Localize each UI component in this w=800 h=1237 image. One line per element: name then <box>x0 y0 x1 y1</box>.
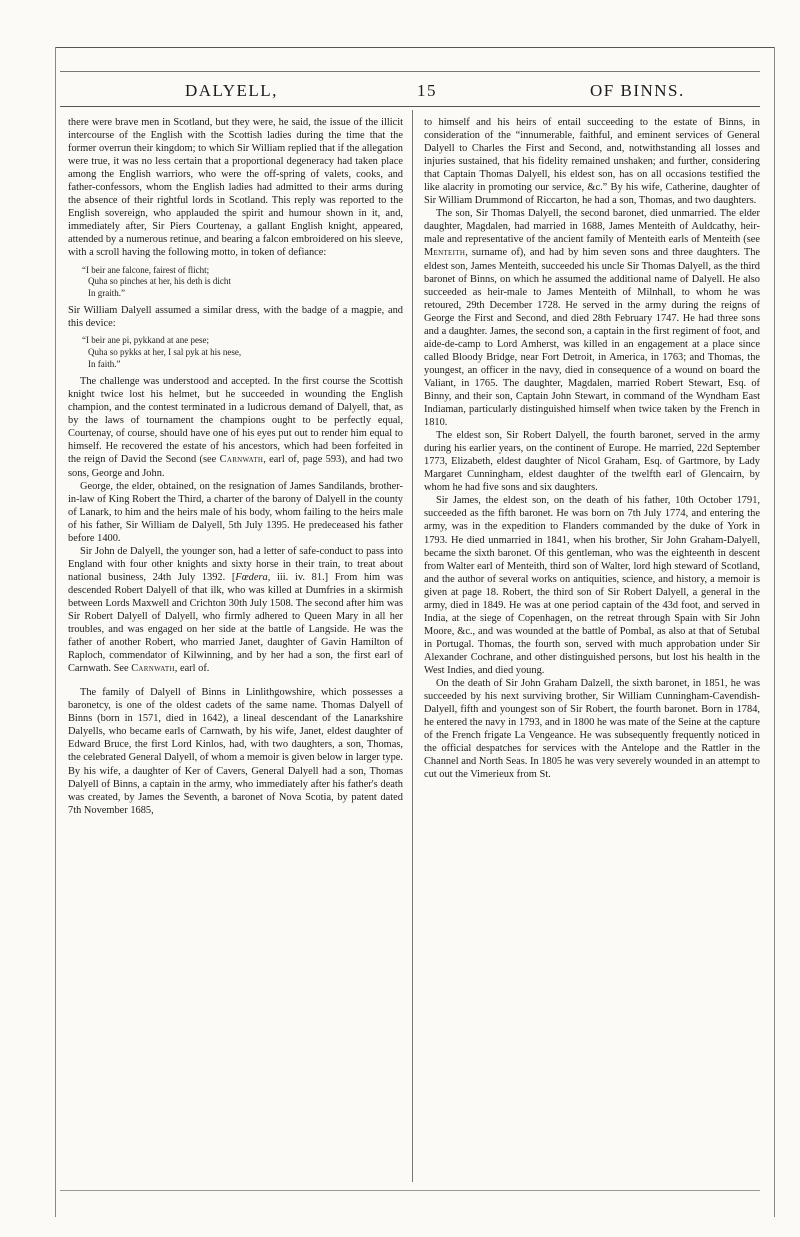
paragraph: to himself and his heirs of entail succeeding to the estate of Binns, in consideration of the “innumerable, faithful, and eminent services of General Dalyell to Charles the First and Second, and, notwithstanding all losses and injuries sustained, that his fidelity remained unshaken; and further, considering that Captain Thomas Dalyell, his eldest son, has on all occasions testified the like alacrity in promoting our service, &c.” By his wife, Catherine, daughter of Sir William Drummond of Riccarton, he had a son, Thomas, and two daughters. <box>424 117 760 207</box>
paragraph: there were brave men in Scotland, but they were, he said, the issue of the illicit intercourse of the English with the Scottish ladies during the time that the former overrun their kingdom; to which Sir William replied that if the allegation were true, it was no less certain that a proportional degeneracy had taken place among the English warriors, who were the off-spring of valets, cooks, and father-confessors, whom the English ladies had admitted to their arms during the absence of their rightful lords in Scotland. This reply was reported to the English sovereign, who applauded the spirit and humour shown in it, and, immediately after, Sir Piers Courtenay, a gallant English knight, appeared, attended by a numerous retinue, and bearing a falcon embroidered on his sleeve, with a scroll having the following motto, in token of defiance: <box>68 117 403 259</box>
column-divider <box>412 110 413 1182</box>
paragraph: Sir James, the eldest son, on the death of his father, 10th October 1791, succeeded as the fifth baronet. He was born on 7th July 1774, and entering the army, was in the expedition to Flanders commanded by the duke of York in 1793. He died unmarried in 1841, when his brother, Sir John Graham-Dalyell, became the sixth baronet. Of this gentleman, who was the eighteenth in descent from Walter earl of Menteith, third son of Walter, lord high steward of Scotland, and the author of several works on antiquities, science, and history, a memoir is given at page 18. Robert, the third son of Sir Robert Dalyell, a general in the army, died in 1849. He was at one period captain of the 43d foot, and served in India, at the siege of Copenhagen, on the retreat through Spain with Sir John Moore, &c., and was wounded at the battle of Pombal, as also at that of Setubal in Portugal. Thomas, the fourth son, served with much approbation under Sir Alexander Cochrane, and other distinguished persons, but lost his health in the West Indies, and died young. <box>424 495 760 676</box>
running-header <box>60 81 750 105</box>
paragraph: The eldest son, Sir Robert Dalyell, the fourth baronet, served in the army during his earlier years, on the continent of Europe. He married, 22d September 1773, Elizabeth, eldest daughter of Nicol Graham, Esq. of Gartmore, by Lady Margaret Cunningham, eldest daughter of the twelfth earl of Glencairn, by whom he had five sons and six daughters. <box>424 430 760 494</box>
text-run: , surname of), and had by him seven sons and three daughters. The eldest son, James Menteith, succeeded his uncle Sir Thomas Dalyell, as the third baronet of Binns, on which he assumed the additional name of Dalyell. He also succeeded as heir-male to James Menteith of Milnhall, to whom he was retoured, 29th December 1728. He served in the army during the reigns of George the First and Second, and died 28th February 1747. He had three sons and a daughter. James, the second son, a captain in the first regiment of foot, and aide-de-camp to Lord Amherst, was killed in an engagement at a place since called Bloody Bridge, near Fort Detroit, in America, in 1763; and Thomas, the youngest, an officer in the navy, died in consequence of a wound on board the Valiant, in 1765. The daughter, Magdalen, married Robert Stewart, Esq. of Binny, and their son, Captain John Stewart, in command of the Wyndham East Indiaman, particularly distinguished himself when twice taken by the French in 1810. <box>424 247 760 429</box>
text-run: The son, Sir Thomas Dalyell, the second baronet, died unmarried. The elder daughter, Magdalen, had married in 1688, James Menteith of Auldcathy, heir-male and representative of the ancient family of Menteith earls of Menteith (see <box>424 208 760 246</box>
citation-title: Fœdera <box>235 571 268 583</box>
paragraph <box>68 545 403 675</box>
falcon-motto-verse <box>82 265 403 300</box>
verse-line: Quha so pykks at her, I sal pyk at his nese, <box>88 346 242 357</box>
border-left-rule <box>55 47 56 1217</box>
text-run: The challenge was understood and accepted. In the first course the Scottish knight twice lost his helmet, but he succeeded in wounding the English champion, and the contest terminated in a ludicrous demand of Dalyell, that, as by the laws of tournament the champions ought to be perfectly equal, Courtenay, of course, should have one of his eyes put out to render him equal to himself. He recovered the estate of his ancestors, which had been forfeited in the reign of David the Second (see <box>68 376 403 466</box>
cross-reference: Carnwath <box>131 663 175 675</box>
page-number: 15 <box>417 81 437 100</box>
cross-reference: Carnwath <box>219 454 264 466</box>
verse-line: “I beir ane pi, pykkand at ane pese; <box>82 335 209 346</box>
magpie-device-verse <box>82 335 403 370</box>
paragraph <box>424 207 760 429</box>
paragraph <box>68 375 403 479</box>
border-right-rule <box>774 47 775 1217</box>
running-head-left: DALYELL, <box>185 81 278 100</box>
verse-line: In graith.” <box>88 287 125 298</box>
paragraph: The family of Dalyell of Binns in Linlithgowshire, which possesses a baronetcy, is one of the oldest cadets of the same name. Thomas Dalyell of Binns (born in 1571, died in 1642), a lineal descendant of the Lanarkshire Dalyells, who became earls of Carnwath, by his wife, Janet, eldest daughter of Edward Bruce, the first Lord Kinlos, had, with two daughters, a son, Thomas, the celebrated General Dalyell, of whom a memoir is given below in larger type. By his wife, a daughter of Ker of Cavers, General Dalyell had a son, Thomas Dalyell of Binns, a captain in the army, who immediately after his father's death was created, by James the Seventh, a baronet of Nova Scotia, by patent dated 7th November 1685, <box>68 687 403 816</box>
header-rule-lower <box>60 106 760 107</box>
verse-line: “I beir ane falcone, fairest of flicht; <box>82 264 210 275</box>
cross-reference: Menteith <box>424 247 466 259</box>
text-run: , earl of. <box>174 663 210 675</box>
verse-line: Quha so pinches at her, his deth is dicht <box>88 276 231 287</box>
paragraph: George, the elder, obtained, on the resignation of James Sandilands, brother-in-law of King Robert the Third, a charter of the barony of Dalyell in the county of Lanark, to him and the heirs male of his body, whom failing to the heirs male of his father, Sir William de Dalyell, 5th July 1395. He predeceased his father before 1400. <box>68 480 403 544</box>
footer-rule <box>60 1190 760 1191</box>
paragraph: Sir William Dalyell assumed a similar dress, with the badge of a magpie, and this device: <box>68 305 403 330</box>
border-top-rule <box>55 47 775 48</box>
text-run: , earl of, page 593), and had two sons, George and John. <box>68 454 403 479</box>
verse-line: In faith.” <box>88 358 121 369</box>
running-head-right: OF BINNS. <box>590 81 685 100</box>
text-run: Sir John de Dalyell, the younger son, had a letter of safe-conduct to pass into England with four other knights and sixty horse in their train, to treat about national business, 24th July 1392. [ <box>68 545 403 583</box>
text-run: , iii. iv. 81.] From him was descended Robert Dalyell of that ilk, who was killed at Dumfries in a skirmish between Lords Maxwell and Crichton 30th July 1508. The second after him was Sir Robert Dalyell of Dalyell, who firmly adhered to Queen Mary in all her troubles, and was engaged on her side at the battle of Langside. He was the father of another Robert, who married Janet, daughter of Gavin Hamilton of Raploch, commendator of Kilwinning, and by her had a son, the first earl of Carnwath. See <box>68 571 403 675</box>
paragraph: On the death of Sir John Graham Dalzell, the sixth baronet, in 1851, he was succeeded by his next surviving brother, Sir William Cunningham-Cavendish-Dalyell, fifth and youngest son of Sir Robert, the fourth baronet. Born in 1784, he entered the navy in 1793, and in 1800 he was mate of the Seine at the capture of the French frigate La Vengeance. He was subsequently frequently noticed in the official despatches for services with the Antelope and the Rattler in the Channel and North Seas. In 1805 he was very severely wounded in an attempt to cut out the Vimerieux from St. <box>424 678 760 781</box>
right-column <box>424 116 760 781</box>
left-column <box>68 116 403 817</box>
header-rule-upper <box>60 71 760 72</box>
